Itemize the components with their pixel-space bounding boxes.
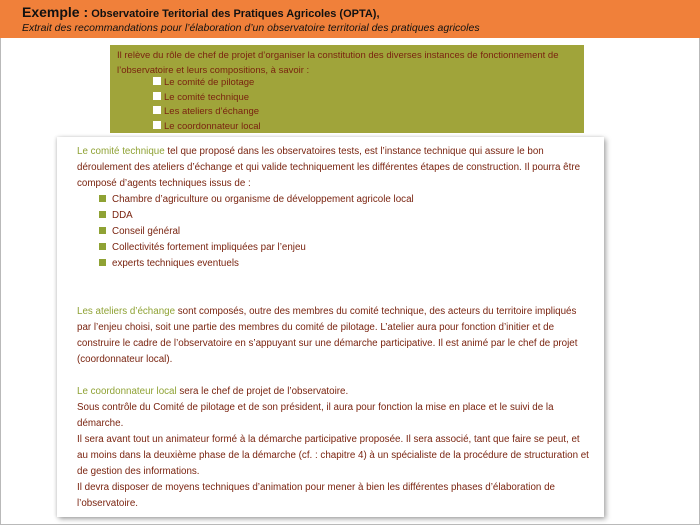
ateliers-text: sont composés, outre des membres du comité technique, des acteurs du territoire impliqués par l’enjeu choisi, soit une partie des membres du comité de pilotage. L’atelier aura pour fonction d’initier et de construire le cadre de l’observatoire en s’appuyant sur une démarche participative. Il est animé par le chef de projet (coordonnateur local). [77,306,578,365]
comite-paragraph [77,144,591,192]
square-bullet-icon [99,211,106,218]
square-bullet-icon [99,259,106,266]
instances-list [153,76,261,134]
details-card [57,137,604,517]
comite-keyword: Le comité technique [77,146,165,157]
instances-box [110,45,584,133]
example-label: Exemple : [22,4,89,20]
list-item [153,91,261,106]
coordonnateur-role-text: Il sera avant tout un animateur formé à la démarche participative proposée. Il sera associé, tant que faire se peut, et au moins dans la deuxième phase de la démarche (cf. : chapitre 4) à un spécialiste de la procédure de structuration et de gestion des informations. [77,434,589,477]
header-subtitle: Extrait des recommandations pour l’élaboration d’un observatoire territorial des pratiques agricoles [22,22,480,34]
instance-label: Le comité technique [164,91,250,103]
comite-members-list [77,192,591,272]
header-title-line [22,4,380,20]
comite-text: tel que proposé dans les observatoires tests, est l’instance technique qui assure le bon déroulement des ateliers d’échange et qui valide techniquement les différentes étapes de construction. Il pourra être composé d’agents techniques issus de : [77,146,581,189]
member-label: experts techniques eventuels [112,258,239,269]
list-item [153,105,261,120]
list-item [153,120,261,135]
header-title: Observatoire Teritorial des Pratiques Agricoles (OPTA), [91,8,380,20]
coordonnateur-paragraph [77,384,591,400]
instance-label: Les ateliers d’échange [164,106,260,117]
instance-label: Le comité de pilotage [164,77,255,88]
checkbox-bullet-icon [153,92,161,100]
details-text [77,144,591,512]
coordonnateur-means-text: Il devra disposer de moyens techniques d’animation pour mener à bien les différentes phases d’élaboration de l’observatoire. [77,482,555,509]
member-label: DDA [112,210,133,221]
list-item [99,240,591,256]
square-bullet-icon [99,195,106,202]
checkbox-bullet-icon [153,106,161,114]
member-label: Conseil général [112,226,181,237]
member-label: Chambre d’agriculture ou organisme de développement agricole local [112,194,414,205]
ateliers-keyword: Les ateliers d’échange [77,306,176,317]
instances-intro: Il relève du rôle de chef de projet d’organiser la constitution des diverses instances de fonctionnement de l’observatoire et leurs compositions, à savoir : [117,50,559,76]
checkbox-bullet-icon [153,77,161,85]
list-item [99,192,591,208]
coordonnateur-control-text: Sous contrôle du Comité de pilotage et de son président, il aura pour fonction la mise en place et le suivi de la démarche. [77,402,554,429]
coordonnateur-text: sera le chef de projet de l’observatoire. [176,386,349,397]
square-bullet-icon [99,243,106,250]
square-bullet-icon [99,227,106,234]
list-item [153,76,261,91]
member-label: Collectivités fortement impliquées par l’enjeu [112,242,306,253]
header-bar [0,0,700,38]
instance-label: Le coordonnateur local [164,120,261,132]
list-item [99,224,591,240]
coordonnateur-keyword: Le coordonnateur local [77,386,177,397]
list-item [99,208,591,224]
list-item [99,256,591,272]
checkbox-bullet-icon [153,121,161,129]
ateliers-paragraph [77,304,591,368]
